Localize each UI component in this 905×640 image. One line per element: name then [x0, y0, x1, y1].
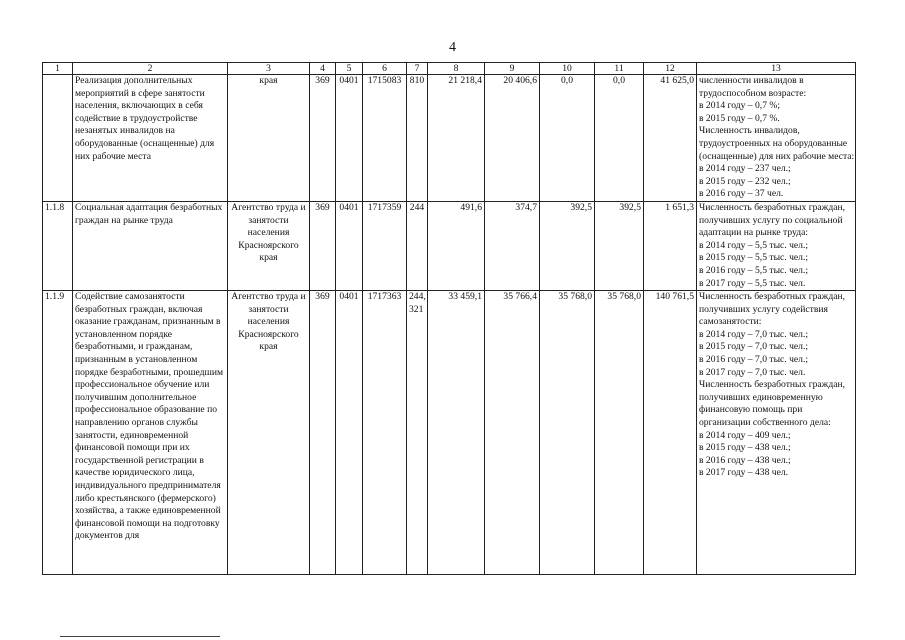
amount-2014: 491,6: [428, 201, 485, 290]
executor: Агентство труда и занятости населения Красноярского края: [228, 201, 310, 290]
row-number: 1.1.9: [43, 291, 73, 575]
col-header-11: 11: [595, 63, 644, 75]
grbs-code: 369: [310, 291, 336, 575]
expense-type: 244: [407, 201, 428, 290]
expected-result: Численность безработных граждан, получивших услугу содействия самозанятости: в 2014 году – 7,0 тыс. чел.; в 2015 году – 7,0 тыс. чел.; в 2016 году – 7,0 тыс. чел.; в 2017 году – 7,0 тыс. чел. Численность безработных граждан, получивших единовременную финансовую помощь при организации собственного дела: в 2014 году – 409 чел.; в 2015 году – 438 чел.; в 2016 году – 438 чел.; в 2017 году – 438 чел.: [697, 291, 856, 575]
col-header-9: 9: [485, 63, 540, 75]
expected-result: Численность безработных граждан, получивших услугу по социальной адаптации на рынке труда: в 2014 году – 5,5 тыс. чел.; в 2015 году – 5,5 тыс. чел.; в 2016 году – 5,5 тыс. чел.; в 2017 году – 5,5 тыс. чел.: [697, 201, 856, 290]
page-number: 4: [449, 40, 456, 55]
target-article: 1715083: [363, 75, 407, 202]
footnote-divider: [60, 636, 220, 637]
expected-result: численности инвалидов в трудоспособном возрасте: в 2014 году – 0,7 %; в 2015 году – 0,7 %. Численность инвалидов, трудоустроенных на оборудованные (оснащенные) для них рабочие места: в 2014 году – 237 чел.; в 2015 году – 232 чел.; в 2016 году – 37 чел.: [697, 75, 856, 202]
col-header-8: 8: [428, 63, 485, 75]
amount-2015: 35 766,4: [485, 291, 540, 575]
col-header-5: 5: [336, 63, 363, 75]
col-header-2: 2: [73, 63, 228, 75]
amount-total: 1 651,3: [644, 201, 697, 290]
amount-2014: 21 218,4: [428, 75, 485, 202]
executor: края: [228, 75, 310, 202]
col-header-1: 1: [43, 63, 73, 75]
amount-2016: 392,5: [540, 201, 595, 290]
row-number: [43, 75, 73, 202]
col-header-12: 12: [644, 63, 697, 75]
amount-total: 41 625,0: [644, 75, 697, 202]
amount-2016: 35 768,0: [540, 291, 595, 575]
col-header-13: 13: [697, 63, 856, 75]
section-code: 0401: [336, 201, 363, 290]
grbs-code: 369: [310, 201, 336, 290]
measure-name: Содействие самозанятости безработных граждан, включая оказание гражданам, признанным в установленном порядке безработными, и гражданам, признанным в установленном порядке безработными, прошедшим профессиональное обучение или получившим дополнительное профессиональное образование по направлению органов службы занятости, единовременной финансовой помощи при их государственной регистрации в качестве юридического лица, индивидуального предпринимателя либо крестьянского (фермерского) хозяйства, а также единовременной финансовой помощи на подготовку документов для: [73, 291, 228, 575]
expense-type: 244, 321: [407, 291, 428, 575]
executor: Агентство труда и занятости населения Красноярского края: [228, 291, 310, 575]
section-code: 0401: [336, 75, 363, 202]
expense-type: 810: [407, 75, 428, 202]
amount-2015: 20 406,6: [485, 75, 540, 202]
table-row: [43, 201, 856, 290]
target-article: 1717359: [363, 201, 407, 290]
row-number: 1.1.8: [43, 201, 73, 290]
col-header-3: 3: [228, 63, 310, 75]
amount-2017: 392,5: [595, 201, 644, 290]
amount-total: 140 761,5: [644, 291, 697, 575]
section-code: 0401: [336, 291, 363, 575]
col-header-7: 7: [407, 63, 428, 75]
amount-2017: 0,0: [595, 75, 644, 202]
table-row: [43, 291, 856, 575]
measure-name: Социальная адаптация безработных граждан на рынке труда: [73, 201, 228, 290]
program-table: [42, 62, 856, 575]
measure-name: Реализация дополнительных мероприятий в сфере занятости населения, включающих в себя содействие в трудоустройстве незанятых инвалидов на оборудованные (оснащенные) для них рабочие места: [73, 75, 228, 202]
header-row: [43, 63, 856, 75]
target-article: 1717363: [363, 291, 407, 575]
col-header-6: 6: [363, 63, 407, 75]
amount-2017: 35 768,0: [595, 291, 644, 575]
grbs-code: 369: [310, 75, 336, 202]
col-header-4: 4: [310, 63, 336, 75]
col-header-10: 10: [540, 63, 595, 75]
amount-2016: 0,0: [540, 75, 595, 202]
amount-2015: 374,7: [485, 201, 540, 290]
table-row: [43, 75, 856, 202]
amount-2014: 33 459,1: [428, 291, 485, 575]
